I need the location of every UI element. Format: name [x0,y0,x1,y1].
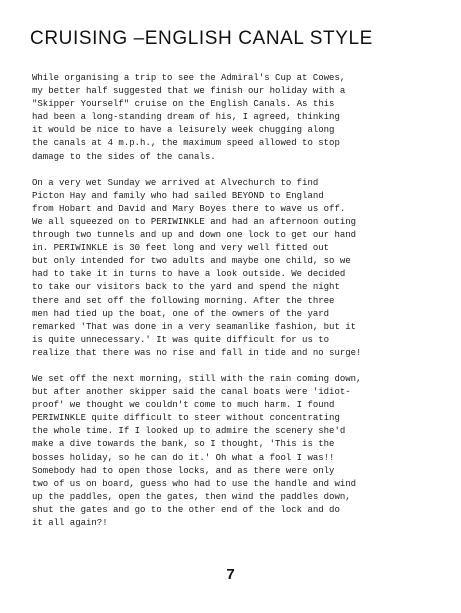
text-line: but only intended for two adults and maybe one child, so we [32,256,351,267]
text-line: make a dive towards the bank, so I thought, 'This is the [32,439,335,450]
text-line: there and set off the following morning. After the three [32,295,335,306]
text-line: PERIWINKLE quite difficult to steer without concentrating [32,413,340,424]
text-line: On a very wet Sunday we arrived at Alvechurch to find [32,177,319,188]
text-line: it would be nice to have a leisurely week chugging along [32,125,335,136]
paragraph-2 [32,177,442,360]
page-title: CRUISING –ENGLISH CANAL STYLE [30,28,373,49]
text-line: two of us on board, guess who had to use the handle and wind [32,478,357,489]
text-line: to take our visitors back to the yard and spend the night [32,282,340,293]
text-line: it all again?! [32,518,108,528]
text-line: remarked 'That was done in a very seamanlike fashion, but it [32,321,357,332]
text-line: had been a long-standing dream of his, I agreed, thinking [32,112,340,123]
text-line: "Skipper Yourself" cruise on the English Canals. As this [32,99,335,110]
text-line: my better half suggested that we finish our holiday with a [32,86,346,97]
text-line: While organising a trip to see the Admiral's Cup at Cowes, [32,73,346,83]
paragraph-3 [32,373,442,530]
text-line: Somebody had to open those locks, and as there were only [32,465,335,476]
text-line: bosses holiday, so he can do it.' Oh what a fool I was!! [32,452,335,463]
text-line: damage to the sides of the canals. [32,151,216,162]
text-line: up the paddles, open the gates, then wind the paddles down, [32,491,351,502]
text-line: had to take it in turns to have a look outside. We decided [32,269,346,280]
text-line: Picton Hay and family who had sailed BEYOND to England [32,190,324,201]
article-body [32,72,442,543]
text-line: We set off the next morning, still with the rain coming down, [32,373,362,384]
text-line: from Hobart and David and Mary Boyes there to wave us off. [32,203,346,214]
text-line: the whole time. If I looked up to admire the scenery she'd [32,426,346,437]
paragraph-1 [32,72,442,164]
text-line: men had tied up the boat, one of the owners of the yard [32,308,330,319]
text-line: is quite unnecessary.' It was quite difficult for us to [32,334,330,345]
text-line: in. PERIWINKLE is 30 feet long and very well fitted out [32,243,330,254]
text-line: We all squeezed on to PERIWINKLE and had an afternoon outing [32,216,357,227]
text-line: realize that there was no rise and fall in tide and no surge! [32,347,362,358]
text-line: shut the gates and go to the other end of the lock and do [32,504,340,515]
text-line: proof' we thought we couldn't come to much harm. I found [32,400,335,411]
page-number: 7 [226,566,235,583]
text-line: through two tunnels and up and down one lock to get our hand [32,230,357,241]
text-line: but after another skipper said the canal boats were 'idiot- [32,387,351,398]
text-line: the canals at 4 m.p.h., the maximum speed allowed to stop [32,138,340,149]
